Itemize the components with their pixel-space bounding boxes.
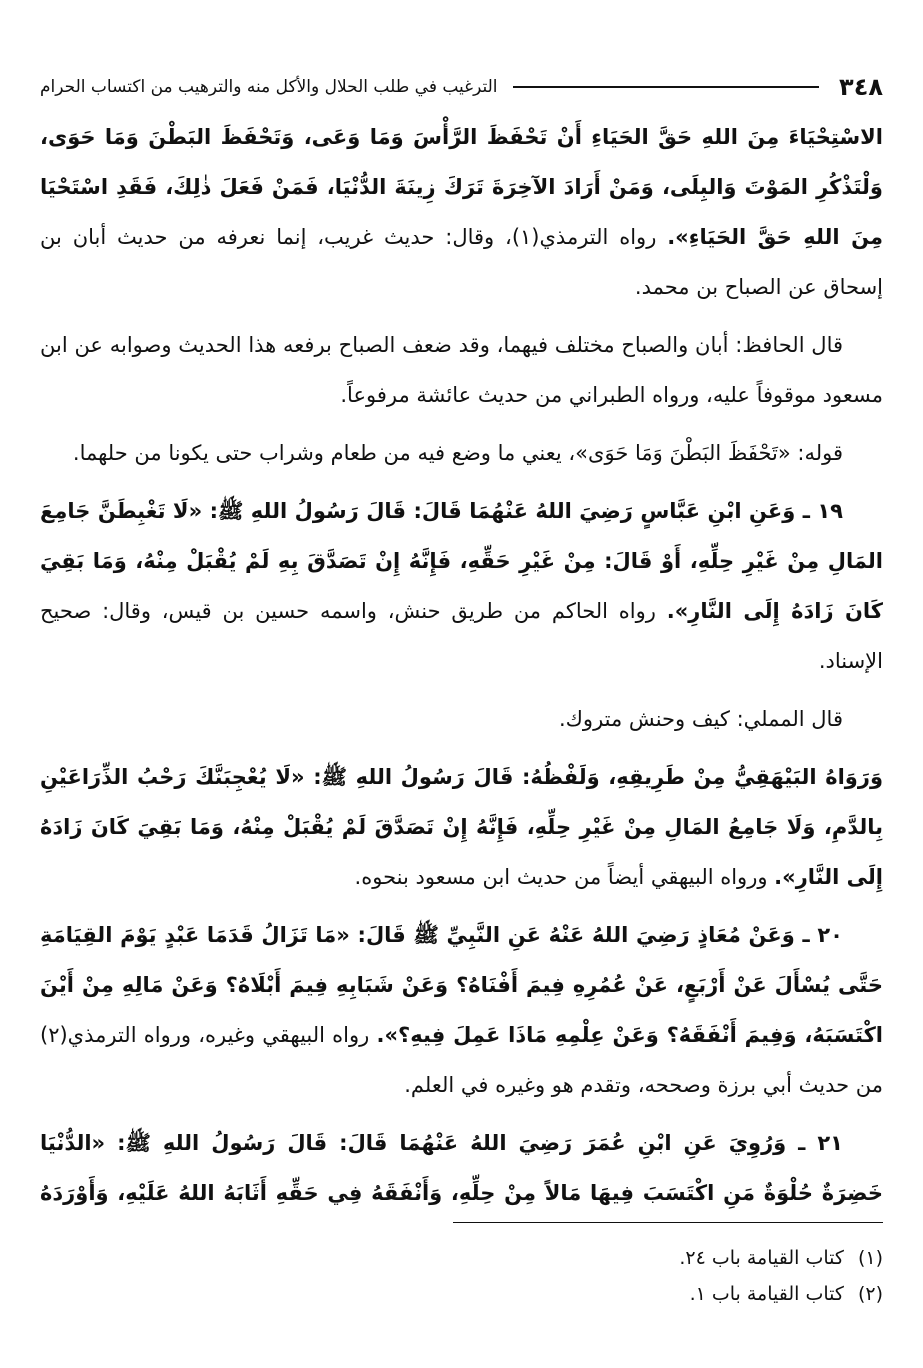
- commentary-text: قوله: «تَحْفَظَ البَطْنَ وَمَا حَوَى»، يعني ما وضع فيه من طعام وشراب حتى يكونا من حلهما.: [72, 441, 843, 465]
- footnote: [40, 1276, 883, 1312]
- commentary-text: رواه البيهقي وغيره، ورواه الترمذي(٢) من حديث أبي برزة وصححه، وتقدم هو وغيره في العلم.: [40, 1023, 883, 1097]
- page-number: ٣٤٨: [839, 73, 883, 101]
- hadith-text: ٢١ ـ وَرُوِيَ عَنِ ابْنِ عُمَرَ رَضِيَ اللهُ عَنْهُمَا قَالَ: قَالَ رَسُولُ اللهِ ﷺ: «الدُّنْيَا خَضِرَةٌ حُلْوَةٌ مَنِ اكْتَسَبَ فِيهَا مَالاً مِنْ حِلِّهِ، وَأَنْفَقَهُ فِي حَقِّهِ أَثَابَهُ اللهُ عَلَيْهِ، وَأَوْرَدَهُ: [40, 1131, 883, 1205]
- footnotes: [40, 1240, 883, 1312]
- page-header: [40, 70, 883, 104]
- footnote-divider: [453, 1222, 883, 1223]
- hadith-text: ١٩ ـ وَعَنِ ابْنِ عَبَّاسٍ رَضِيَ اللهُ عَنْهُمَا قَالَ: قَالَ رَسُولُ اللهِ ﷺ: «لَا تَغْبِطَنَّ جَامِعَ المَالِ مِنْ غَيْرِ حِلِّهِ، أَوْ قَالَ: مِنْ غَيْرِ حَقِّهِ، فَإِنَّهُ إِنْ تَصَدَّقَ بِهِ لَمْ يُقْبَلْ مِنْهُ، وَمَا بَقِيَ كَانَ زَادَهُ إِلَى النَّارِ».: [40, 499, 883, 623]
- commentary-text: ورواه البيهقي أيضاً من حديث ابن مسعود بنحوه.: [354, 865, 775, 889]
- commentary-text: رواه الحاكم من طريق حنش، واسمه حسين بن قيس، وقال: صحيح الإسناد.: [40, 599, 883, 673]
- commentary-text: قال المملي: كيف وحنش متروك.: [558, 707, 843, 731]
- paragraph: [40, 1118, 883, 1212]
- footnote: [40, 1240, 883, 1276]
- hadith-text: وَرَوَاهُ البَيْهَقِيُّ مِنْ طَرِيقِهِ، وَلَفْظُهُ: قَالَ رَسُولُ اللهِ ﷺ: «لَا يُعْجِبَنَّكَ رَحْبُ الذِّرَاعَيْنِ بِالدَّمِ، وَلَا جَامِعُ المَالِ مِنْ غَيْرِ حِلِّهِ، فَإِنَّهُ إِنْ تَصَدَّقَ لَمْ يُقْبَلْ مِنْهُ، وَمَا بَقِيَ كَانَ زَادَهُ إِلَى النَّارِ».: [40, 765, 883, 889]
- main-text: [40, 112, 883, 1212]
- paragraph: [40, 752, 883, 902]
- header-rule: [513, 86, 819, 88]
- paragraph: [40, 694, 883, 744]
- commentary-text: قال الحافظ: أبان والصباح مختلف فيهما، وقد ضعف الصباح برفعه هذا الحديث وصوابه عن ابن مسعود موقوفاً عليه، ورواه الطبراني من حديث عائشة مرفوعاً.: [40, 333, 883, 407]
- paragraph: [40, 486, 883, 686]
- footnote-text: كتاب القيامة باب ١.: [689, 1283, 844, 1305]
- footnote-mark: (١): [857, 1247, 883, 1269]
- paragraph: [40, 910, 883, 1110]
- commentary-text: رواه الترمذي(١)، وقال: حديث غريب، إنما نعرفه من حديث أبان بن إسحاق عن الصباح بن محمد.: [40, 225, 883, 299]
- hadith-text: ٢٠ ـ وَعَنْ مُعَاذٍ رَضِيَ اللهُ عَنْهُ عَنِ النَّبِيِّ ﷺ قَالَ: «مَا تَزَالُ قَدَمَا عَبْدٍ يَوْمَ القِيَامَةِ حَتَّى يُسْأَلَ عَنْ أَرْبَعٍ، عَنْ عُمُرِهِ فِيمَ أَفْنَاهُ؟ وَعَنْ شَبَابِهِ فِيمَ أَبْلَاهُ؟ وَعَنْ مَالِهِ مِنْ أَيْنَ اكْتَسَبَهُ، وَفِيمَ أَنْفَقَهُ؟ وَعَنْ عِلْمِهِ مَاذَا عَمِلَ فِيهِ؟».: [40, 923, 883, 1047]
- running-title: الترغيب في طلب الحلال والأكل منه والترهيب من اكتساب الحرام: [40, 77, 498, 97]
- paragraph: [40, 320, 883, 420]
- footnote-text: كتاب القيامة باب ٢٤.: [679, 1247, 844, 1269]
- paragraph: [40, 428, 883, 478]
- footnote-mark: (٢): [857, 1283, 883, 1305]
- paragraph: [40, 112, 883, 312]
- hadith-text: الاسْتِحْيَاءَ مِنَ اللهِ حَقَّ الحَيَاءِ أَنْ تَحْفَظَ الرَّأْسَ وَمَا وَعَى، وَتَحْفَظَ البَطْنَ وَمَا حَوَى، وَلْتَذْكُرِ المَوْتَ وَالبِلَى، وَمَنْ أَرَادَ الآخِرَةَ تَرَكَ زِينَةَ الدُّنْيَا، فَمَنْ فَعَلَ ذٰلِكَ، فَقَدِ اسْتَحْيَا مِنَ اللهِ حَقَّ الحَيَاءِ».: [40, 125, 883, 249]
